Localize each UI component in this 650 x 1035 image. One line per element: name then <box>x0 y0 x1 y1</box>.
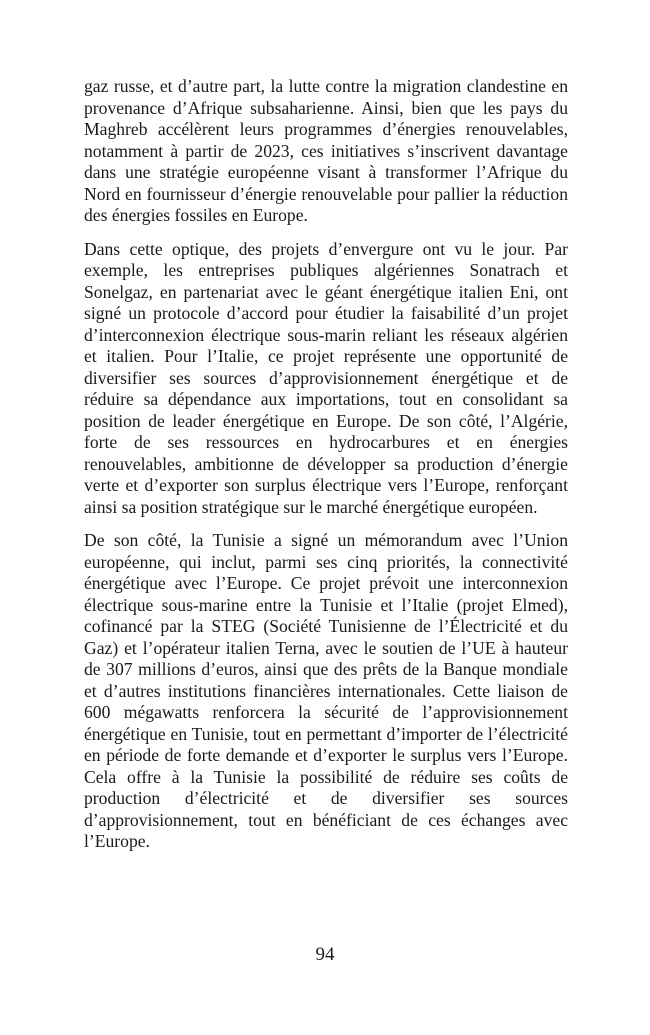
page-number: 94 <box>315 944 335 965</box>
paragraph-2: Dans cette optique, des projets d’envergure ont vu le jour. Par exemple, les entreprises publiques algériennes Sonatrach et Sonelgaz, en partenariat avec le géant énergétique italien Eni, ont signé un protocole d’accord pour étudier la faisabilité d’un projet d’interconnexion électrique sous-marin reliant les réseaux algérien et italien. Pour l’Italie, ce projet représente une opportunité de diversifier ses sources d’approvisionnement énergétique et de réduire sa dépendance aux importations, tout en consolidant sa position de leader énergétique en Europe. De son côté, l’Algérie, forte de ses ressources en hydrocarbures et en énergies renouvelables, ambitionne de développer sa production d’énergie verte et d’exporter son surplus électrique vers l’Europe, renforçant ainsi sa position stratégique sur le marché énergétique européen. <box>84 238 568 517</box>
page-body <box>84 76 568 865</box>
paragraph-3: De son côté, la Tunisie a signé un mémorandum avec l’Union européenne, qui inclut, parmi ses cinq priorités, la connectivité énergétique avec l’Europe. Ce projet prévoit une interconnexion électrique sous-marine entre la Tunisie et l’Italie (projet Elmed), cofinancé par la STEG (Société Tunisienne de l’Électricité et du Gaz) et l’opérateur italien Terna, avec le soutien de l’UE à hauteur de 307 millions d’euros, ainsi que des prêts de la Banque mondiale et d’autres institutions financières internationales. Cette liaison de 600 mégawatts renforcera la sécurité de l’approvisionnement énergétique en Tunisie, tout en permettant d’importer de l’électricité en période de forte demande et d’exporter le surplus vers l’Europe. Cela offre à la Tunisie la possibilité de réduire ses coûts de production d’électricité et de diversifier ses sources d’approvisionnement, tout en bénéficiant de ces échanges avec l’Europe. <box>84 530 568 851</box>
paragraph-1: gaz russe, et d’autre part, la lutte contre la migration clandestine en provenance d’Afrique subsaharienne. Ainsi, bien que les pays du Maghreb accélèrent leurs programmes d’énergies renouvelables, notamment à partir de 2023, ces initiatives s’inscrivent davantage dans une stratégie européenne visant à transformer l’Afrique du Nord en fournisseur d’énergie renouvelable pour pallier la réduction des énergies fossiles en Europe. <box>84 76 568 225</box>
